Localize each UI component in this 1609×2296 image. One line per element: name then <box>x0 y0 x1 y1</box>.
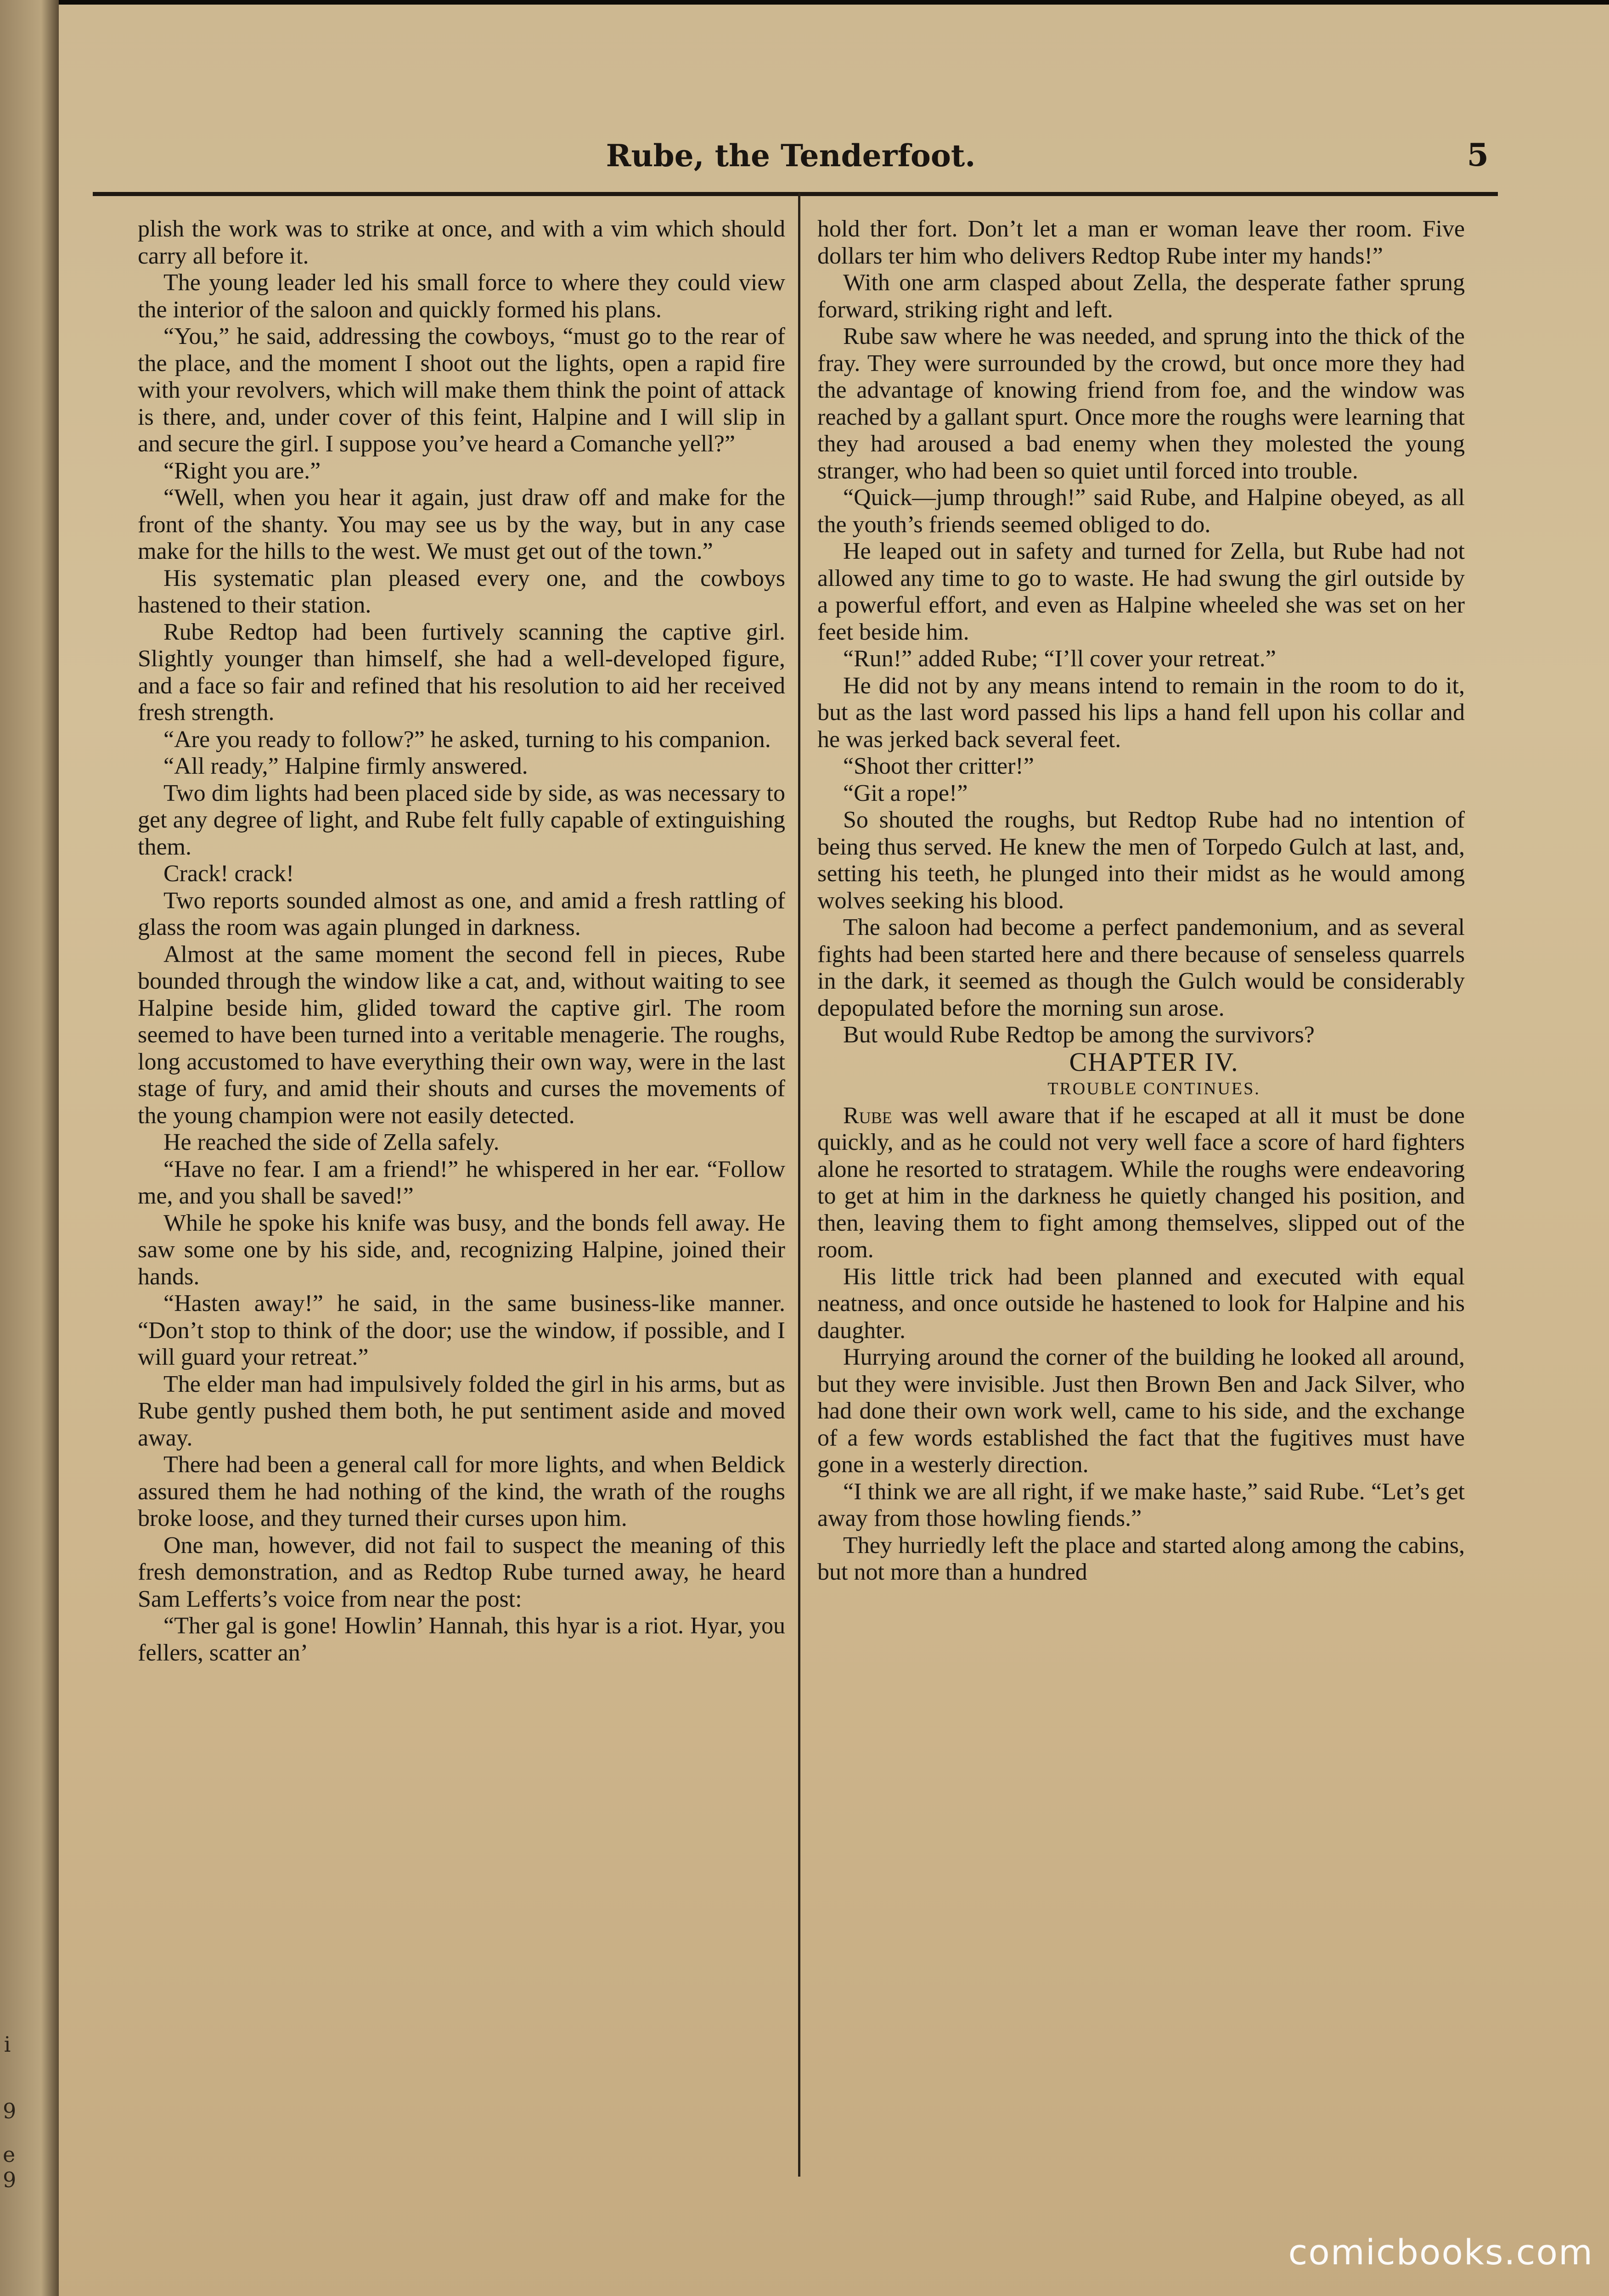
paragraph <box>817 807 1465 914</box>
site-watermark: comicbooks.com <box>1288 2232 1593 2273</box>
paragraph-text: Hurrying around the corner of the building he looked all around, but they were invisible. Just then Brown Ben and Jack Silver, who had done their own work well, came to his side, and the exchange of a few words established the fact that the fugitives must have gone in a westerly direction. <box>817 1344 1465 1478</box>
right-column-after-chapter <box>817 1103 1465 1586</box>
paragraph <box>817 646 1465 673</box>
paragraph-text: Crack! crack! <box>163 861 294 887</box>
paragraph <box>138 726 785 754</box>
running-title: Rube, the Tenderfoot. <box>606 138 976 174</box>
paragraph-text: His systematic plan pleased every one, and the cowboys hastened to their station. <box>138 565 785 618</box>
paragraph-text: “Well, when you hear it again, just draw off and make for the front of the shanty. You may see us by the way, but in any case make for the hills to the west. We must get out of the town.” <box>138 484 785 564</box>
paragraph <box>138 458 785 485</box>
paragraph-text: Almost at the same moment the second fell in pieces, Rube bounded through the window like a cat, and, without waiting to see Halpine beside him, glided toward the captive girl. The room seemed to have been turned into a veritable menagerie. The roughs, long accustomed to have everything their own way, were in the last stage of fury, and amid their shouts and curses the movements of the young champion were not easily detected. <box>138 941 785 1129</box>
paragraph-text: There had been a general call for more lights, and when Beldick assured them he had nothing of the kind, the wrath of the roughs broke loose, and they turned their curses upon him. <box>138 1452 785 1531</box>
spine-mark: e <box>3 2142 16 2167</box>
paragraph-text: “Right you are.” <box>163 457 321 484</box>
paragraph <box>817 1479 1465 1532</box>
paragraph-text: was well aware that if he escaped at all it must be done quickly, and as he could not very well face a score of hard fighters alone he resorted to stratagem. While the roughs were endeavoring to get at him in the darkness he quietly changed his position, and then, leaving them to fight among themselves, slipped out of the room. <box>817 1102 1465 1263</box>
paragraph <box>138 753 785 780</box>
paragraph <box>138 1156 785 1210</box>
paragraph <box>138 941 785 1130</box>
paragraph-text: He leaped out in safety and turned for Zella, but Rube had not allowed any time to go to waste. He had swung the girl outside by a powerful effort, and even as Halpine wheeled she was set on her feet beside him. <box>817 538 1465 645</box>
paragraph-text: They hurriedly left the place and started along among the cabins, but not more than a hundred <box>817 1532 1465 1585</box>
spine-mark: i <box>4 2032 11 2057</box>
paragraph <box>138 1371 785 1452</box>
column-divider <box>798 193 800 2177</box>
spine-mark: 9 <box>3 2099 17 2123</box>
paragraph <box>817 270 1465 323</box>
paragraph-text: The young leader led his small force to where they could view the interior of the saloon and quickly formed his plans. <box>138 270 785 323</box>
paragraph <box>817 1103 1465 1264</box>
paragraph-text: The saloon had become a perfect pandemonium, and as several fights had been started here and there because of senseless quarrels in the dark, it seemed as though the Gulch would be considerably depopulated before the morning sun arose. <box>817 914 1465 1021</box>
right-column <box>817 216 1465 2190</box>
paragraph-text: One man, however, did not fail to suspect the meaning of this fresh demonstration, and as Redtop Rube turned away, he heard Sam Lefferts’s voice from near the post: <box>138 1532 785 1612</box>
paragraph-text: So shouted the roughs, but Redtop Rube had no intention of being thus served. He knew the men of Torpedo Gulch at last, and, setting his teeth, he plunged into their midst as he would among wolves seeking his blood. <box>817 807 1465 914</box>
paragraph-text: “Have no fear. I am a friend!” he whispered in her ear. “Follow me, and you shall be saved!” <box>138 1156 785 1209</box>
paragraph-text: Two reports sounded almost as one, and amid a fresh rattling of glass the room was again plunged in darkness. <box>138 887 785 940</box>
paragraph <box>138 1129 785 1156</box>
paragraph <box>817 538 1465 646</box>
paragraph <box>138 484 785 565</box>
paragraph-text: plish the work was to strike at once, and with a vim which should carry all before it. <box>138 216 785 269</box>
book-spine <box>0 0 59 2296</box>
paragraph <box>138 1613 785 1666</box>
paragraph-text: While he spoke his knife was busy, and the bonds fell away. He saw some one by his side, and, recognizing Halpine, joined their hands. <box>138 1210 785 1290</box>
paragraph-text: “Git a rope!” <box>843 780 968 806</box>
spine-mark: 9 <box>3 2167 17 2192</box>
paragraph-text: Rube saw where he was needed, and sprung into the thick of the fray. They were surrounded by the crowd, but once more they had the advantage of knowing friend from foe, and the window was reached by a gallant spurt. Once more the roughs were learning that they had aroused a bad enemy when they molested the young stranger, who had been so quiet until forced into trouble. <box>817 323 1465 484</box>
page-header <box>93 115 1489 184</box>
paragraph <box>138 565 785 619</box>
paragraph <box>817 753 1465 780</box>
paragraph <box>138 216 785 270</box>
paragraph-text: He did not by any means intend to remain in the room to do it, but as the last word passed his lips a hand fell upon his collar and he was jerked back several feet. <box>817 672 1465 753</box>
paragraph-text: “Quick—jump through!” said Rube, and Halpine obeyed, as all the youth’s friends seemed obliged to do. <box>817 484 1465 538</box>
paragraph-text: “Shoot ther critter!” <box>843 753 1034 779</box>
paragraph <box>138 323 785 458</box>
paragraph <box>817 323 1465 484</box>
chapter-subtitle: TROUBLE CONTINUES. <box>1047 1079 1260 1098</box>
paragraph <box>817 1532 1465 1586</box>
paragraph-text: “You,” he said, addressing the cowboys, “must go to the rear of the place, and the moment I shoot out the lights, open a rapid fire with your revolvers, which will make them think the point of attack is there, and, under cover of this feint, Halpine and I will slip in and secure the girl. I suppose you’ve heard a Comanche yell?” <box>138 323 785 457</box>
left-column <box>138 216 785 2190</box>
paragraph <box>817 780 1465 807</box>
paragraph <box>817 1264 1465 1345</box>
paragraph <box>138 888 785 941</box>
paragraph <box>138 619 785 726</box>
paragraph-text: With one arm clasped about Zella, the desperate father sprung forward, striking right and left. <box>817 270 1465 323</box>
paragraph-text: “Hasten away!” he said, in the same business-like manner. “Don’t stop to think of the door; use the window, if possible, and I will guard your retreat.” <box>138 1290 785 1370</box>
right-column-before-chapter <box>817 216 1465 1049</box>
paragraph-text: His little trick had been planned and executed with equal neatness, and once outside he hastened to look for Halpine and his daughter. <box>817 1263 1465 1344</box>
paragraph <box>138 861 785 888</box>
paragraph <box>138 1210 785 1291</box>
paragraph-text: He reached the side of Zella safely. <box>163 1129 500 1155</box>
paragraph-text: “I think we are all right, if we make haste,” said Rube. “Let’s get away from those howling fiends.” <box>817 1478 1465 1531</box>
paragraph <box>138 1452 785 1532</box>
paragraph-text: But would Rube Redtop be among the survivors? <box>843 1022 1315 1048</box>
paragraph <box>817 216 1465 270</box>
paragraph <box>817 1022 1465 1049</box>
paragraph-text: hold ther fort. Don’t let a man er woman leave ther room. Five dollars ter him who delivers Redtop Rube inter my hands!” <box>817 216 1465 269</box>
paragraph <box>138 780 785 861</box>
paragraph <box>138 1532 785 1613</box>
paragraph <box>817 914 1465 1022</box>
paragraph <box>817 1344 1465 1479</box>
paragraph <box>138 1290 785 1371</box>
paragraph-text: “Run!” added Rube; “I’ll cover your retreat.” <box>843 646 1276 672</box>
header-rule <box>93 192 1498 196</box>
paragraph <box>817 673 1465 754</box>
paragraph-text: Two dim lights had been placed side by side, as was necessary to get any degree of light, and Rube felt fully capable of extinguishing them. <box>138 780 785 860</box>
page-number: 5 <box>1467 137 1489 174</box>
paragraph-text: Rube Redtop had been furtively scanning the captive girl. Slightly younger than himself, she had a well-developed figure, and a face so fair and refined that his resolution to aid her received fresh strength. <box>138 619 785 726</box>
paragraph-text: “Ther gal is gone! Howlin’ Hannah, this hyar is a riot. Hyar, you fellers, scatter an’ <box>138 1613 785 1666</box>
paragraph <box>138 270 785 323</box>
paragraph-text: The elder man had impulsively folded the girl in his arms, but as Rube gently pushed them both, he put sentiment aside and moved away. <box>138 1371 785 1451</box>
paragraph-text: “Are you ready to follow?” he asked, turning to his companion. <box>163 726 771 753</box>
paragraph <box>817 484 1465 538</box>
chapter-title: CHAPTER IV. <box>1069 1047 1239 1077</box>
chapter-lead-word: Rube <box>843 1102 892 1129</box>
paragraph-text: “All ready,” Halpine firmly answered. <box>163 753 528 779</box>
